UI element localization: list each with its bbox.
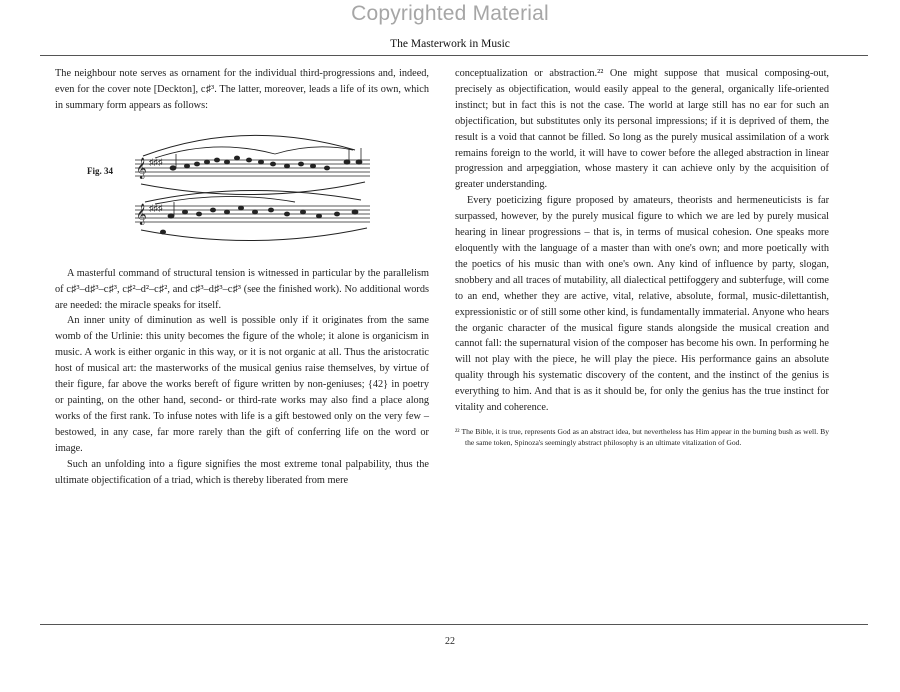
paragraph: Such an unfolding into a figure signifies the most extreme tonal palpability, thus the ultimate objectification of a triad, which is thereby liberated from mere — [55, 458, 429, 486]
svg-text:𝄞: 𝄞 — [136, 157, 147, 179]
paragraph: The neighbour note serves as ornament for the individual third-progressions and, indeed, even for the cover note [Deckton], c♯³. The latter, moreover, leads a life of its own, which in summary form appears as follows: — [55, 68, 429, 111]
svg-text:♯♯♯: ♯♯♯ — [149, 156, 163, 167]
running-head: The Masterwork in Music — [390, 38, 510, 50]
paragraph: A masterful command of structural tension is witnessed in particular by the parallelism of c♯³–d♯³–c♯³, c♯²–d²–c♯², and c♯³–d♯³–c♯³ (see the finished work). No additional words are needed: the miracle speaks for itself. — [55, 267, 429, 311]
svg-text:♯♯♯: ♯♯♯ — [149, 202, 163, 213]
paragraph: Every poeticizing figure proposed by amateurs, theorists and hermeneuticists is far surpassed, however, by the purely musical figure to which we are led by purely musical hearing in linear progressions – that is, in terms of musical cohesion. One speaks more eloquently with the language of a master than with one's own; and more poetically with the poetics of his music than with one's own. Any kind of influence by party, slogan, snobbery and all traces of mutability, all dialectical pettifoggery and subterfuge, will come to an end, whether they are active, vital, relative, absolute, formal, music-dilettantish, expressionistic or of still some other kind, is fundamentally immaterial. Anyone who hears the organic character of the musical figure stands alongside the musical creation and cannot fall: the supernatural vision of the composer has become his own. In performing he will not play with the piece, he will play the piece. His performance gains an absolute quality through his systematic discovery of the content, and the instinct of the genius is everything to him. And that is as it should be, for only the genius has the true instinct for vitality and coherence. — [455, 195, 829, 414]
music-notation-graphic — [115, 120, 435, 262]
page-number: 22 — [445, 636, 455, 647]
music-example-figure — [55, 120, 429, 262]
right-column — [455, 66, 829, 448]
left-column — [55, 66, 429, 488]
header-rule — [40, 55, 868, 56]
paragraph: conceptualization or abstraction.²² One might suppose that musical composing-out, precisely as objectification, would easily appeal to the general, organically life-oriented instinct; but in fact this is not the case. The world at large still has no ear for such an objectification, but substitutes only its personal impressions; if it is deprived of them, the result is a void that cannot be filled. So long as the purely musical assimilation of a work remains foreign to the world, it will have to cower before the alleged abstraction in linear progression and arpeggiation, whose mastery it can achieve only by the acquisition of greater understanding. — [455, 68, 829, 191]
paragraph: An inner unity of diminution as well is possible only if it originates from the same womb of the Urlinie: this unity becomes the figure of the whole; it alone is organicism in music. A work is either organic in this way, or it is not organic at all. Thus the aristocratic host of musical art: the masterworks of the musical genius raise themselves, by virtue of their figure, far above the works bereft of figure written by non-geniuses; {42} in poetry or painting, on the other hand, second- or third-rate works may also find a place along works of the first rank. To infuse notes with life is a gift bestowed only on the very few – bestowed, in any case, far more rarely than the gift of conferring life on the word or image. — [55, 315, 429, 454]
copyright-watermark: Copyrighted Material — [351, 2, 549, 25]
footer-rule — [40, 624, 868, 625]
figure-label: Fig. 34 — [87, 165, 113, 176]
svg-text:𝄞: 𝄞 — [136, 203, 147, 225]
footnote: ²² The Bible, it is true, represents God as an abstract idea, but nevertheless has Him appear in the burning bush as well. By the same token, Spinoza's seemingly abstract philosophy is an ultimate vitalization of God. — [455, 426, 829, 447]
